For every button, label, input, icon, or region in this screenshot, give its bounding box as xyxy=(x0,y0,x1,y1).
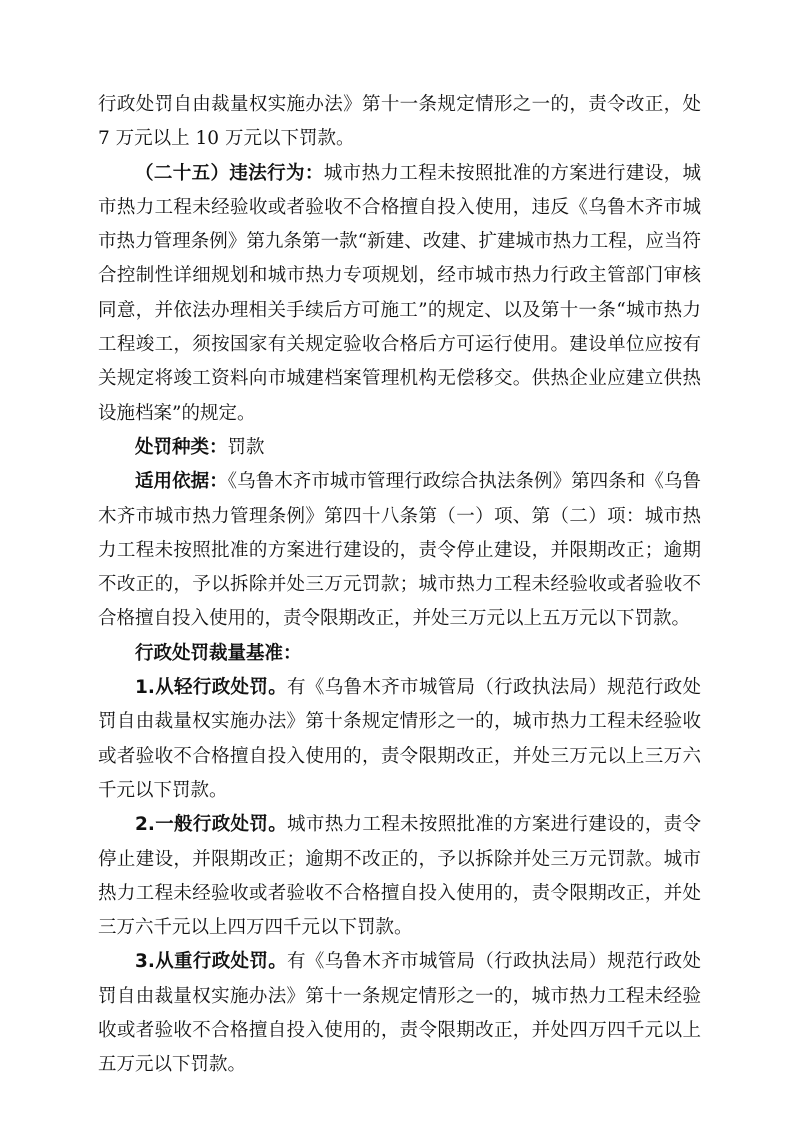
paragraph-text: 城市热力工程未按照批准的方案进行建设的，责令停止建设，并限期改正；逾期不改正的，予以拆除并处三万元罚款。城市热力工程未经验收或者验收不合格擅自投入使用的，责令限期改正，并处三万六千元以上四万四千元以下罚款。 xyxy=(98,814,701,939)
paragraph-lead: （二十五）违法行为： xyxy=(135,162,324,184)
paragraph-text: 行政处罚自由裁量权实施办法》第十一条规定情形之一的，责令改正，处 7 万元以上 10 万元以下罚款。 xyxy=(98,94,701,150)
paragraph-lead: 行政处罚裁量基准： xyxy=(135,642,302,664)
paragraph-lead: 处罚种类： xyxy=(135,436,228,458)
paragraph-lenient-penalty xyxy=(98,671,701,808)
paragraph-violation-25 xyxy=(98,157,701,431)
paragraph-lead: 3.从重行政处罚。 xyxy=(135,951,288,973)
paragraph-lead: 适用依据： xyxy=(135,471,228,493)
paragraph-text: 城市热力工程未按照批准的方案进行建设，城市热力工程未经验收或者验收不合格擅自投入使用，违反《乌鲁木齐市城市热力管理条例》第九条第一款“新建、改建、扩建城市热力工程，应当符合控制性详细规划和城市热力专项规划，经市城市热力行政主管部门审核同意，并依法办理相关手续后方可施工”的规定、以及第十一条“城市热力工程竣工，须按国家有关规定验收合格后方可运行使用。建设单位应按有关规定将竣工资料向市城建档案管理机构无偿移交。供热企业应建立供热设施档案”的规定。 xyxy=(98,162,701,424)
paragraph-legal-basis xyxy=(98,465,701,636)
paragraph-text: 罚款 xyxy=(227,436,265,458)
paragraph-general-penalty xyxy=(98,808,701,945)
paragraph-lead: 2.一般行政处罚。 xyxy=(135,814,288,836)
paragraph-text: 《乌鲁木齐市城市管理行政综合执法条例》第四条和《乌鲁木齐市城市热力管理条例》第四十八条第（一）项、第（二）项：城市热力工程未按照批准的方案进行建设的，责令停止建设，并限期改正；逾期不改正的，予以拆除并处三万元罚款；城市热力工程未经验收或者验收不合格擅自投入使用的，责令限期改正，并处三万元以上五万元以下罚款。 xyxy=(98,471,701,630)
paragraph-lead: 1.从轻行政处罚。 xyxy=(135,677,288,699)
paragraph-discretion-heading xyxy=(98,637,701,671)
paragraph-penalty-type xyxy=(98,431,701,465)
paragraph-continuation xyxy=(98,88,701,157)
paragraph-text: 有《乌鲁木齐市城管局（行政执法局）规范行政处罚自由裁量权实施办法》第十条规定情形之一的，城市热力工程未经验收或者验收不合格擅自投入使用的，责令限期改正，并处三万元以上三万六千元以下罚款。 xyxy=(98,677,701,801)
paragraph-text: 有《乌鲁木齐市城管局（行政执法局）规范行政处罚自由裁量权实施办法》第十一条规定情形之一的，城市热力工程未经验收或者验收不合格擅自投入使用的，责令限期改正，并处四万四千元以上五万元以下罚款。 xyxy=(98,951,701,1076)
paragraph-severe-penalty xyxy=(98,945,701,1082)
